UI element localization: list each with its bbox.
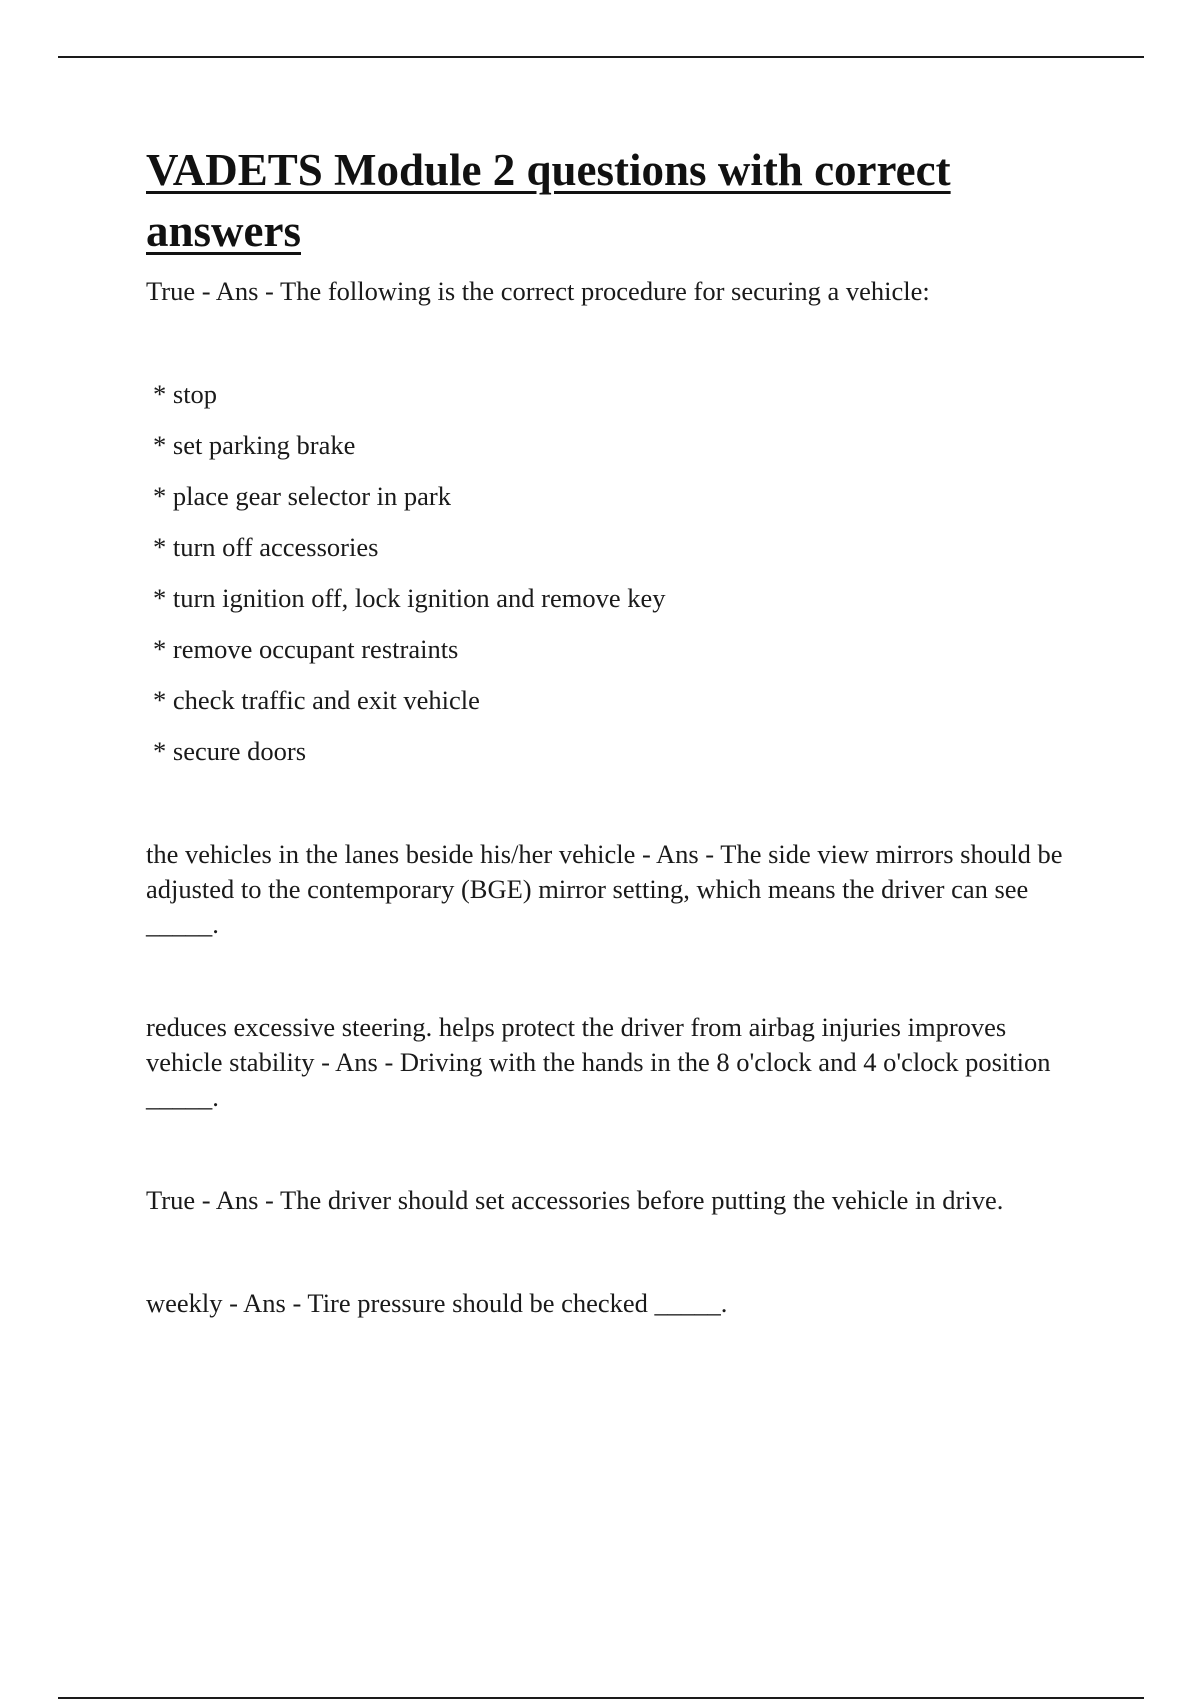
qa-item-2 [146,837,1086,942]
qa-item-3-text: reduces excessive steering. helps protect the driver from airbag injuries improves vehicle stability - Ans - Driving with the hands in the 8 o'clock and 4 o'clock position _____. [146,1012,1051,1112]
top-rule [58,56,1144,58]
qa-item-5-text: weekly - Ans - Tire pressure should be checked _____. [146,1288,728,1318]
step-item: * stop [153,379,218,409]
document-body [146,140,1086,1321]
qa-item-2-text: the vehicles in the lanes beside his/her vehicle - Ans - The side view mirrors should be adjusted to the contemporary (BGE) mirror setting, which means the driver can see _____. [146,839,1063,939]
step-item: * check traffic and exit vehicle [153,685,480,715]
step-item: * place gear selector in park [153,481,451,511]
bottom-rule [58,1697,1144,1699]
qa-item-1 [146,274,1086,309]
step-item: * set parking brake [153,430,356,460]
qa-item-4 [146,1183,1086,1218]
securing-steps-list [153,377,1086,769]
step-item: * turn off accessories [153,532,379,562]
qa-item-4-text: True - Ans - The driver should set accessories before putting the vehicle in drive. [146,1185,1004,1215]
step-item: * remove occupant restraints [153,634,459,664]
qa-item-5 [146,1286,1086,1321]
step-item: * secure doors [153,736,307,766]
qa-item-3 [146,1010,1086,1115]
document-title: VADETS Module 2 questions with correct answers [146,145,951,256]
step-item: * turn ignition off, lock ignition and remove key [153,583,666,613]
qa-item-1-text: True - Ans - The following is the correct procedure for securing a vehicle: [146,276,930,306]
